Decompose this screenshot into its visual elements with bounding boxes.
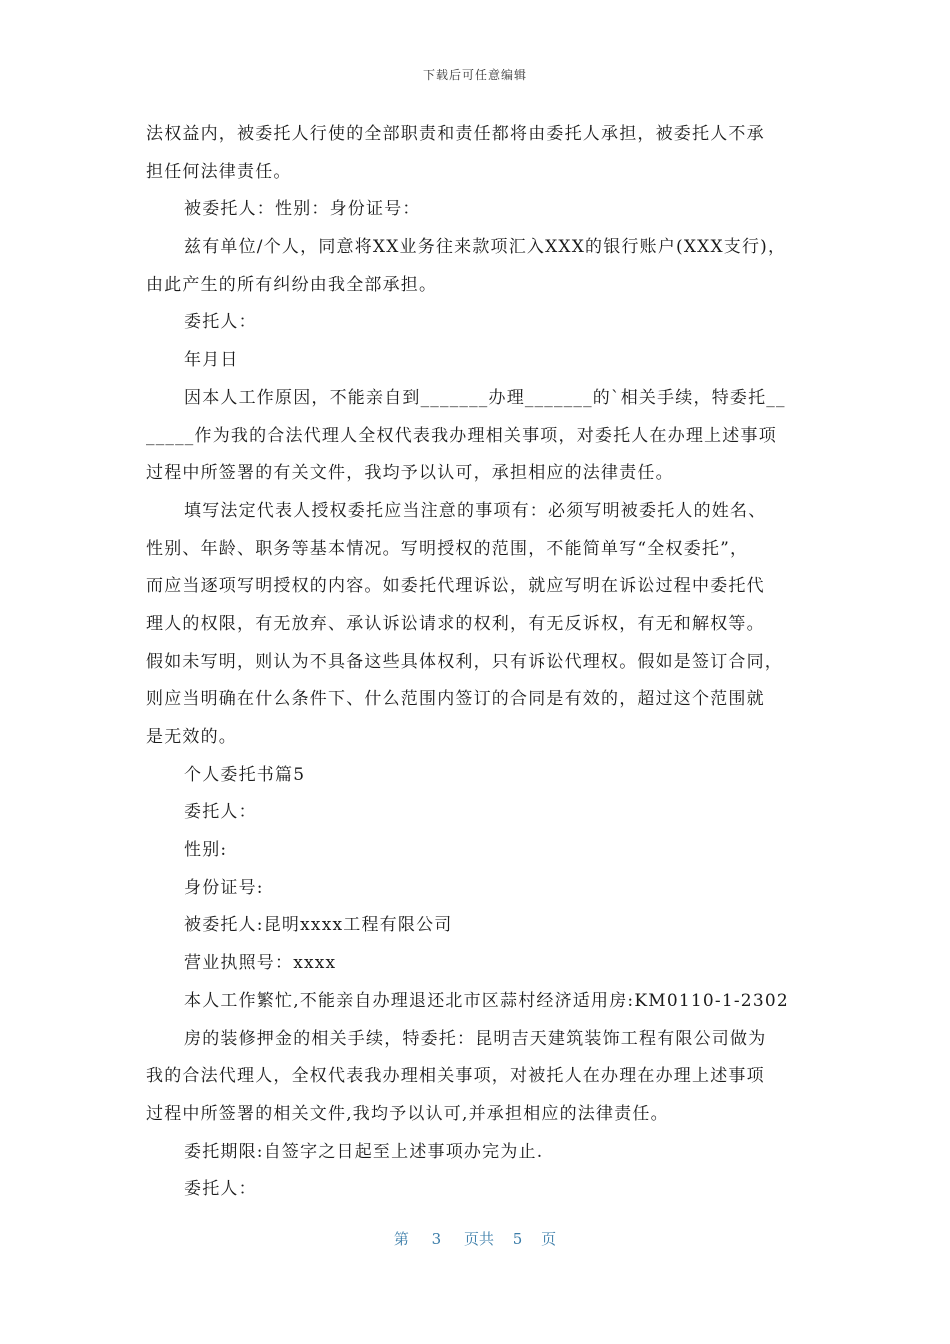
text-line: 法权益内，被委托人行使的全部职责和责任都将由委托人承担，被委托人不承 [146,124,765,144]
text-line: 是无效的。 [146,727,237,747]
text-line: 被委托人：性别：身份证号： [184,199,421,220]
text-line: 填写法定代表人授权委托应当注意的事项有：必须写明被委托人的姓名、 [184,500,767,521]
page-header-note: 下载后可任意编辑 [422,68,527,82]
text-line: 委托人： [184,802,257,823]
text-line: 由此产生的所有纠纷由我全部承担。 [146,274,438,295]
text-line: 性别: [184,840,228,861]
text-line: 性别、年龄、职务等基本情况。写明授权的范围，不能简单写“全权委托”， [146,538,749,559]
text-line: 委托人： [184,1179,257,1200]
page-middle: 页共 [463,1230,494,1248]
current-page-number: 3 [431,1230,442,1248]
document-body [146,116,806,1209]
text-line: _____作为我的合法代理人全权代表我办理相关事项，对委托人在办理上述事项 [146,425,777,446]
text-line: 我的合法代理人，全权代表我办理相关事项，对被托人在办理在办理上述事项 [146,1066,765,1087]
text-line: 担任何法律责任。 [146,161,292,182]
text-line: 被委托人:昆明xxxx工程有限公司 [184,915,453,936]
text-line: 本人工作繁忙,不能亲自办理退还北市区蒜村经济适用房:KM0110-1-2302 [184,990,789,1011]
text-line: 理人的权限，有无放弃、承认诉讼请求的权利，有无反诉权，有无和解权等。 [146,613,765,634]
text-line: 而应当逐项写明授权的内容。如委托代理诉讼，就应写明在诉讼过程中委托代 [146,576,765,597]
total-page-number: 5 [512,1230,523,1248]
text-line: 过程中所签署的相关文件,我均予以认可,并承担相应的法律责任。 [146,1103,669,1124]
text-line: 房的装修押金的相关手续，特委托：昆明吉天建筑装饰工程有限公司做为 [184,1028,767,1049]
text-line: 委托期限:自签字之日起至上述事项办完为止. [184,1141,544,1162]
page-suffix: 页 [541,1230,557,1248]
page-prefix: 第 [393,1230,409,1248]
text-line: 过程中所签署的有关文件，我均予以认可，承担相应的法律责任。 [146,463,674,484]
page-footer [0,1228,950,1249]
text-line: 身份证号: [184,877,264,898]
section-heading: 个人委托书篇5 [184,764,306,785]
text-line: 则应当明确在什么条件下、什么范围内签订的合同是有效的，超过这个范围就 [146,689,765,710]
text-line: 营业执照号：xxxx [184,953,337,974]
text-line: 假如未写明，则认为不具备这些具体权利，只有诉讼代理权。假如是签订合同， [146,651,783,672]
text-line: 年月日 [184,350,239,371]
text-line: 因本人工作原因，不能亲自到_______办理_______的`相关手续，特委托__ [184,387,786,408]
text-line: 兹有单位/个人，同意将XX业务往来款项汇入XXX的银行账户(XXX支行)， [184,237,787,258]
text-line: 委托人： [184,312,257,333]
